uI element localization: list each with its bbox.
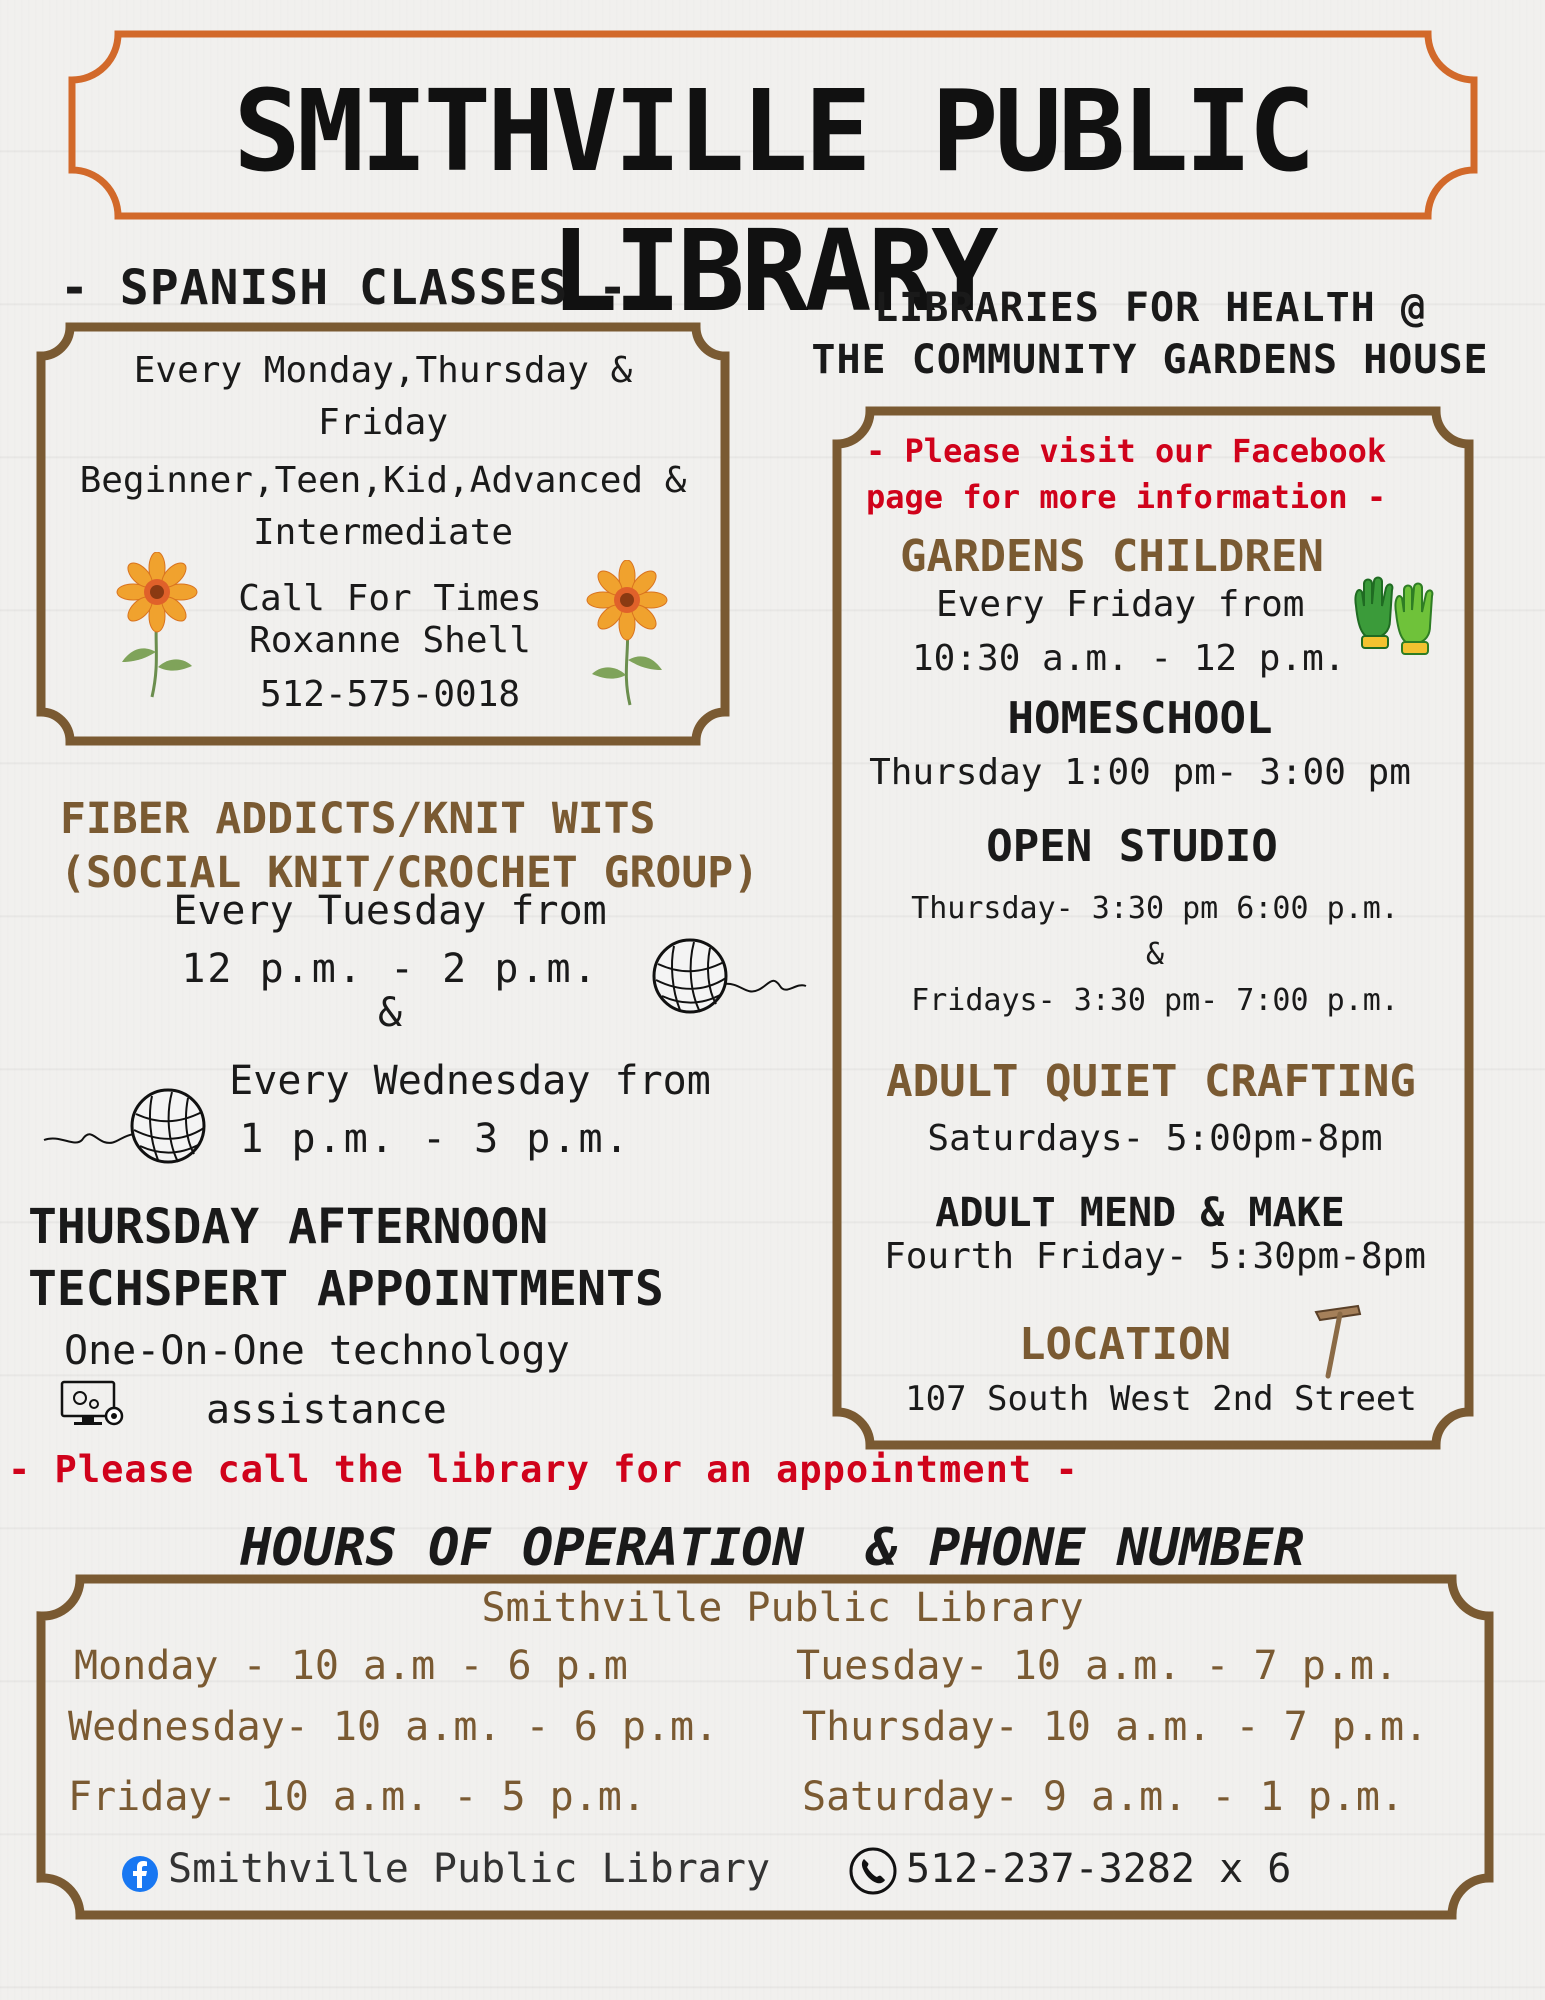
fiber-wednesday-time: 1 p.m. - 3 p.m. bbox=[239, 1116, 631, 1162]
garden-gloves-icon bbox=[1350, 576, 1440, 656]
hours-phone: 512-237-3282 x 6 bbox=[906, 1846, 1292, 1892]
gardens-line2: 10:30 a.m. - 12 p.m. bbox=[912, 638, 1346, 679]
studio-amp: & bbox=[1145, 937, 1165, 972]
studio-line2: Fridays- 3:30 pm- 7:00 p.m. bbox=[911, 983, 1399, 1018]
hours-heading: HOURS OF OPERATION & PHONE NUMBER bbox=[240, 1518, 1305, 1578]
homeschool-time: Thursday 1:00 pm- 3:00 pm bbox=[869, 752, 1411, 793]
spanish-schedule-line2: Friday bbox=[317, 402, 449, 443]
spanish-phone: 512-575-0018 bbox=[259, 674, 521, 715]
crafting-time: Saturdays- 5:00pm-8pm bbox=[927, 1118, 1383, 1159]
mend-time: Fourth Friday- 5:30pm-8pm bbox=[884, 1236, 1426, 1277]
hours-facebook[interactable]: Smithville Public Library bbox=[168, 1846, 771, 1892]
spanish-call-label: Call For Times bbox=[238, 578, 542, 619]
hours-friday: Friday- 10 a.m. - 5 p.m. bbox=[68, 1774, 646, 1820]
computer-settings-icon bbox=[60, 1380, 128, 1428]
spanish-levels-line2: Intermediate bbox=[252, 512, 514, 553]
studio-title: OPEN STUDIO bbox=[986, 821, 1278, 872]
location-address: 107 South West 2nd Street bbox=[905, 1379, 1417, 1419]
gardens-title: GARDENS CHILDREN bbox=[900, 531, 1324, 582]
techspert-desc-line1: One-On-One technology bbox=[64, 1328, 570, 1374]
spanish-levels-line1: Beginner,Teen,Kid,Advanced & bbox=[79, 460, 687, 501]
mend-title: ADULT MEND & MAKE bbox=[935, 1190, 1345, 1236]
page-title: SMITHVILLE PUBLIC LIBRARY bbox=[233, 67, 1312, 337]
spanish-contact-name: Roxanne Shell bbox=[249, 620, 531, 661]
phone-icon bbox=[848, 1846, 898, 1896]
techspert-heading-line1: THURSDAY AFTERNOON bbox=[28, 1199, 549, 1255]
yarn-ball-icon bbox=[650, 934, 810, 1020]
flower-icon bbox=[582, 560, 672, 710]
gardens-line1: Every Friday from bbox=[936, 584, 1305, 625]
health-heading-line1: LIBRARIES FOR HEALTH @ bbox=[874, 285, 1426, 331]
location-title: LOCATION bbox=[1019, 1319, 1231, 1370]
fiber-tuesday-line: Every Tuesday from bbox=[173, 888, 607, 934]
spanish-heading: - SPANISH CLASSES - bbox=[60, 260, 629, 316]
techspert-desc-line2: assistance bbox=[206, 1387, 447, 1433]
facebook-icon[interactable] bbox=[120, 1854, 160, 1894]
hours-monday: Monday - 10 a.m - 6 p.m bbox=[74, 1643, 628, 1689]
techspert-note: - Please call the library for an appointment - bbox=[8, 1448, 1079, 1491]
studio-line1: Thursday- 3:30 pm 6:00 p.m. bbox=[911, 891, 1399, 926]
crafting-title: ADULT QUIET CRAFTING bbox=[886, 1056, 1416, 1107]
fiber-heading-line2: (SOCIAL KNIT/CROCHET GROUP) bbox=[60, 848, 759, 898]
fiber-amp: & bbox=[377, 990, 403, 1036]
hours-wednesday: Wednesday- 10 a.m. - 6 p.m. bbox=[68, 1704, 719, 1750]
hours-thursday: Thursday- 10 a.m. - 7 p.m. bbox=[802, 1704, 1429, 1750]
health-notice-line2: page for more information - bbox=[866, 478, 1387, 516]
health-notice-line1: - Please visit our Facebook bbox=[866, 432, 1387, 470]
fiber-tuesday-time: 12 p.m. - 2 p.m. bbox=[181, 946, 599, 992]
yarn-ball-icon bbox=[40, 1084, 210, 1170]
spanish-schedule-line1: Every Monday,Thursday & bbox=[133, 350, 633, 391]
health-heading-line2: THE COMMUNITY GARDENS HOUSE bbox=[811, 337, 1489, 383]
techspert-heading-line2: TECHSPERT APPOINTMENTS bbox=[28, 1261, 664, 1317]
hours-tuesday: Tuesday- 10 a.m. - 7 p.m. bbox=[796, 1643, 1399, 1689]
fiber-wednesday-line: Every Wednesday from bbox=[229, 1058, 711, 1104]
fiber-heading-line1: FIBER ADDICTS/KNIT WITS bbox=[60, 794, 656, 844]
hours-saturday: Saturday- 9 a.m. - 1 p.m. bbox=[802, 1774, 1405, 1820]
garden-hoe-icon bbox=[1310, 1300, 1370, 1380]
flower-icon bbox=[112, 552, 202, 702]
homeschool-title: HOMESCHOOL bbox=[1007, 693, 1273, 744]
hours-library-name: Smithville Public Library bbox=[481, 1585, 1084, 1631]
